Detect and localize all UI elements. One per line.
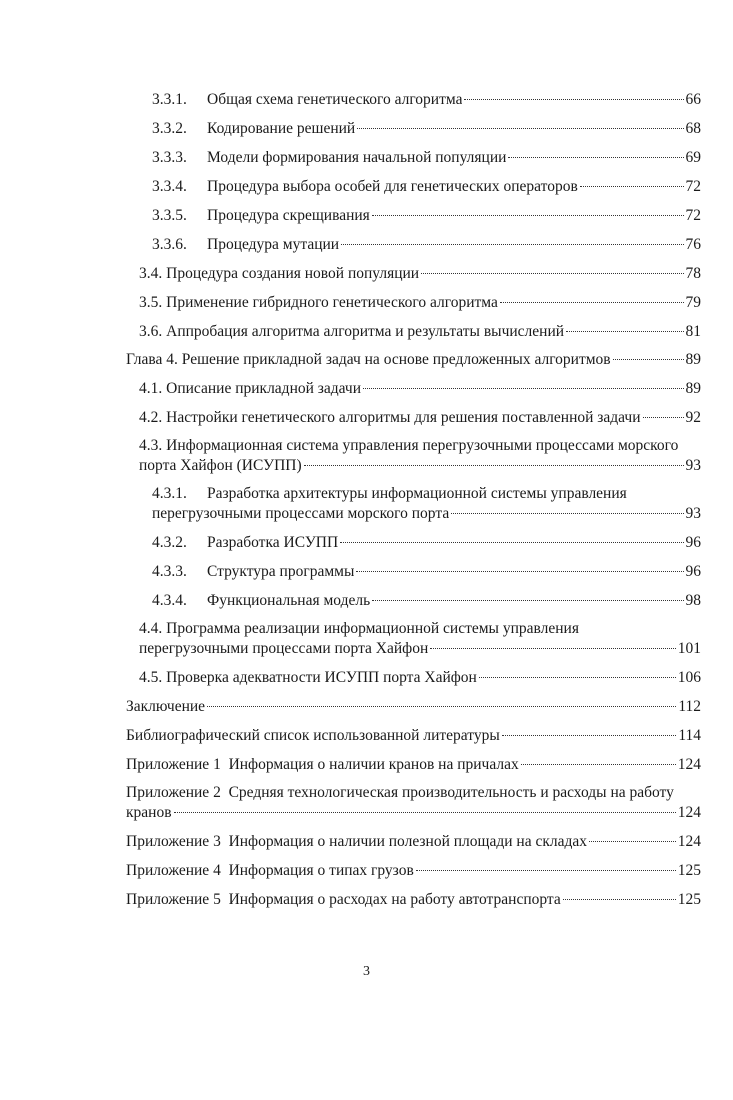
dot-leader [566,331,683,332]
entry-title: Разработка ИСУПП [207,534,339,551]
entry-page: 72 [685,178,701,195]
toc-entry-4-3-2[interactable] [152,533,701,553]
dot-leader [500,302,684,303]
toc-entry-4-3-1[interactable] [152,484,701,524]
toc-entry-4-3-4[interactable] [152,591,701,611]
dot-leader [580,186,684,187]
entry-page: 69 [685,149,701,166]
toc-entry-3-6[interactable] [139,322,701,342]
entry-number: 4.3.1. [152,485,187,502]
entry-title: Библиографический список использованной литературы [126,727,500,744]
dot-leader [479,677,676,678]
entry-title: Приложение 5 Информация о расходах на работу автотранспорта [126,891,561,908]
dot-leader [502,735,677,736]
entry-number: 3.3.2. [152,120,187,137]
entry-title: Процедура скрещивания [207,207,370,224]
dot-leader [563,899,676,900]
entry-title: Кодирование решений [207,120,356,137]
entry-page: 112 [678,698,701,715]
toc-entry-4-2[interactable] [139,408,701,428]
entry-page: 79 [685,294,701,311]
entry-page: 93 [685,505,701,522]
entry-page: 124 [677,833,701,850]
toc-entry-chapter-4[interactable] [126,350,701,370]
dot-leader [372,600,683,601]
entry-title-line-1: Разработка архитектуры информационной системы управления [207,485,627,502]
entry-page: 76 [685,236,701,253]
dot-leader [363,388,683,389]
entry-page: 101 [677,640,701,657]
entry-page: 125 [677,891,701,908]
dot-leader [613,359,684,360]
toc-entry-3-3-4[interactable] [152,177,701,197]
entry-title-line-1: 4.3. Информационная система управления перегрузочными процессами морского [139,437,679,454]
toc-entry-4-5[interactable] [139,668,701,688]
toc-entry-4-1[interactable] [139,379,701,399]
dot-leader [304,465,684,466]
entry-number: 4.3.2. [152,534,187,551]
dot-leader [340,542,683,543]
entry-title-line-2: порта Хайфон (ИСУПП) [139,457,302,474]
toc-entry-bibliography[interactable] [126,726,701,746]
entry-number: 3.3.1. [152,91,187,108]
entry-title: Глава 4. Решение прикладной задач на основе предложенных алгоритмов [126,351,611,368]
entry-title: Процедура мутации [207,236,340,253]
entry-page: 114 [678,727,701,744]
toc-entry-3-3-6[interactable] [152,235,701,255]
entry-title-line-1: 4.4. Программа реализации информационной системы управления [139,620,579,637]
dot-leader [430,648,676,649]
entry-title: 4.1. Описание прикладной задачи [139,380,362,397]
toc-entry-3-3-5[interactable] [152,206,701,226]
toc-entry-appendix-2[interactable] [126,783,701,823]
entry-title: 3.5. Применение гибридного генетического алгоритма [139,294,498,311]
toc-entry-3-3-3[interactable] [152,148,701,168]
entry-number: 3.3.5. [152,207,187,224]
toc-entry-appendix-4[interactable] [126,861,701,881]
entry-page: 96 [685,534,701,551]
entry-title-line-2: перегрузочными процессами морского порта [152,505,450,522]
entry-page: 89 [685,351,701,368]
entry-title-line-1: Приложение 2 Средняя технологическая производительность и расходы на работу [126,784,674,801]
entry-title: Процедура выбора особей для генетических операторов [207,178,578,195]
entry-page: 66 [685,91,701,108]
entry-title-line-2: кранов [126,804,172,821]
toc-entry-3-4[interactable] [139,264,701,284]
entry-page: 106 [677,669,701,686]
entry-page: 81 [685,323,701,340]
toc-entry-3-5[interactable] [139,293,701,313]
entry-title: Заключение [126,698,206,715]
entry-title: Приложение 1 Информация о наличии кранов на причалах [126,756,519,773]
entry-page: 78 [685,265,701,282]
entry-page: 98 [685,592,701,609]
entry-page: 124 [677,756,701,773]
entry-page: 93 [685,457,701,474]
entry-title: Приложение 4 Информация о типах грузов [126,862,414,879]
entry-page: 68 [685,120,701,137]
entry-number: 3.3.6. [152,236,187,253]
dot-leader [356,571,683,572]
entry-title-line-2: перегрузочными процессами порта Хайфон [139,640,429,657]
dot-leader [207,706,676,707]
toc-entry-4-3-3[interactable] [152,562,701,582]
entry-page: 96 [685,563,701,580]
toc-entry-appendix-3[interactable] [126,832,701,852]
entry-title: 3.6. Аппробация алгоритма алгоритма и результаты вычислений [139,323,565,340]
toc-entry-appendix-1[interactable] [126,755,701,775]
entry-page: 125 [677,862,701,879]
entry-number: 4.3.4. [152,592,187,609]
dot-leader [508,157,683,158]
dot-leader [372,215,684,216]
entry-title: 4.2. Настройки генетического алгоритмы для решения поставленной задачи [139,409,641,426]
dot-leader [521,764,676,765]
entry-title: Структура программы [207,563,355,580]
dot-leader [421,273,683,274]
dot-leader [643,417,684,418]
dot-leader [357,128,683,129]
dot-leader [416,870,676,871]
toc-entry-4-4[interactable] [139,619,701,659]
dot-leader [464,99,683,100]
entry-title: Функциональная модель [207,592,371,609]
entry-title: Модели формирования начальной популяции [207,149,507,166]
toc-entry-3-3-1[interactable] [152,90,701,110]
dot-leader [341,244,683,245]
toc-entry-appendix-5[interactable] [126,890,701,910]
entry-number: 3.3.4. [152,178,187,195]
toc-entry-4-3[interactable] [139,436,701,476]
dot-leader [451,513,683,514]
dot-leader [174,812,676,813]
entry-number: 4.3.3. [152,563,187,580]
toc-entry-3-3-2[interactable] [152,119,701,139]
page-number: 3 [363,964,370,979]
entry-page: 72 [685,207,701,224]
entry-number: 3.3.3. [152,149,187,166]
entry-title: 4.5. Проверка адекватности ИСУПП порта Хайфон [139,669,477,686]
entry-title: Приложение 3 Информация о наличии полезной площади на складах [126,833,587,850]
toc-entry-conclusion[interactable] [126,697,701,717]
entry-page: 89 [685,380,701,397]
entry-title: 3.4. Процедура создания новой популяции [139,265,420,282]
entry-page: 92 [685,409,701,426]
dot-leader [589,841,676,842]
entry-title: Общая схема генетического алгоритма [207,91,463,108]
entry-page: 124 [677,804,701,821]
